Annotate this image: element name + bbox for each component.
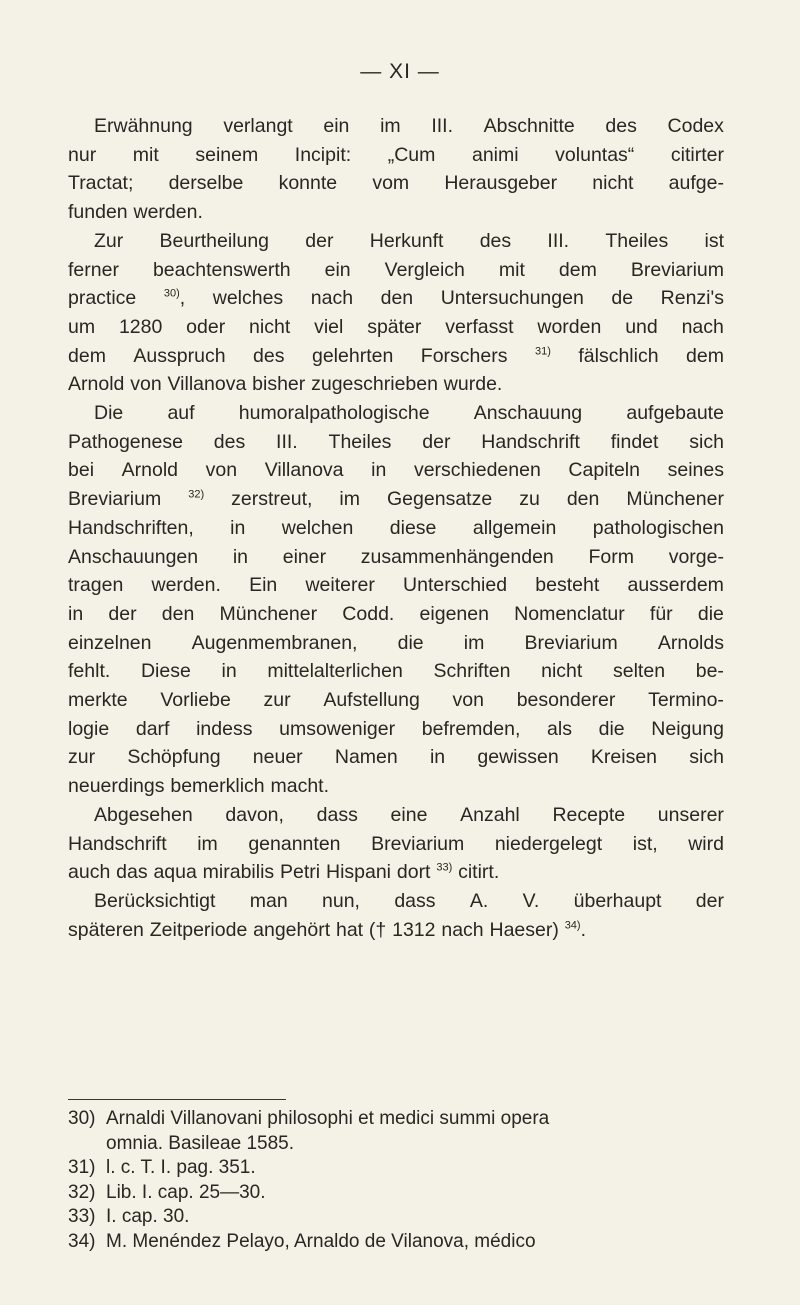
- text-line: Handschrift im genannten Breviarium niedergelegt ist, wird: [68, 832, 724, 855]
- text-line: fehlt. Diese in mittelalterlichen Schriften nicht selten be-: [68, 660, 724, 683]
- text-line: Anschauungen in einer zusammenhängenden Form vorge-: [68, 545, 724, 568]
- footnote-number: 34): [68, 1230, 96, 1252]
- text-line: ferner beachtenswerth ein Vergleich mit dem Breviarium: [68, 258, 724, 281]
- text-line: Tractat; derselbe konnte vom Herausgeber nicht aufge-: [68, 172, 724, 195]
- footnote: [68, 1181, 724, 1206]
- text-line: dem Ausspruch des gelehrten Forschers $^{31)}$ fälschlich dem: [68, 344, 724, 367]
- text-line: Breviarium $^{32)}$ zerstreut, im Gegensatze zu den Münchener: [68, 488, 724, 511]
- text-line: auch das aqua mirabilis Petri Hispani dort $^{33)}$ citirt.: [68, 861, 500, 884]
- footnote: [68, 1107, 724, 1132]
- footnote: [68, 1230, 724, 1255]
- text-line: nur mit seinem Incipit: „Cum animi voluntas“ citirter: [68, 143, 724, 166]
- footnote-text: Lib. I. cap. 25—30.: [106, 1181, 266, 1203]
- footnotes: [68, 1107, 724, 1254]
- text-line: Zur Beurtheilung der Herkunft des III. Theiles ist: [94, 229, 724, 252]
- footnote-text: l. c. T. I. pag. 351.: [106, 1157, 256, 1178]
- footnote-continuation: omnia. Basileae 1585.: [106, 1132, 295, 1154]
- footnote-divider: [68, 1099, 286, 1100]
- text-line: Pathogenese des III. Theiles der Handschrift findet sich: [68, 430, 724, 453]
- page-number: — XI —: [360, 60, 440, 83]
- text-line: Arnold von Villanova bisher zugeschrieben wurde.: [68, 373, 503, 396]
- text-line: funden werden.: [68, 201, 203, 224]
- footnote: [68, 1156, 724, 1181]
- text-line: practice $^{30)}$, welches nach den Untersuchungen de Renzi's: [68, 287, 724, 310]
- footnote-text: I. cap. 30.: [106, 1206, 190, 1227]
- text-line: neuerdings bemerklich macht.: [68, 775, 330, 798]
- text-line: merkte Vorliebe zur Aufstellung von besonderer Termino-: [68, 689, 724, 712]
- footnote-number: 33): [68, 1206, 96, 1227]
- body-text: [68, 112, 724, 944]
- text-line: bei Arnold von Villanova in verschiedenen Capiteln seines: [68, 459, 724, 482]
- text-line: Erwähnung verlangt ein im III. Abschnitte des Codex: [94, 115, 724, 137]
- footnote-number: 32): [68, 1181, 96, 1203]
- text-line: in der den Münchener Codd. eigenen Nomenclatur für die: [68, 602, 724, 625]
- text-line: Handschriften, in welchen diese allgemein pathologischen: [68, 516, 724, 539]
- text-line: logie darf indess umsoweniger befremden, als die Neigung: [68, 717, 724, 740]
- footnote-number: 31): [68, 1157, 96, 1178]
- text-line: späteren Zeitperiode angehört hat († 1312 nach Haeser) $^{34)}$.: [68, 918, 587, 941]
- text-line: um 1280 oder nicht viel später verfasst worden und nach: [68, 315, 724, 338]
- text-line: einzelnen Augenmembranen, die im Breviarium Arnolds: [68, 631, 724, 654]
- footnote: [68, 1205, 724, 1230]
- footnote-number: 30): [68, 1108, 96, 1129]
- text-line: zur Schöpfung neuer Namen in gewissen Kreisen sich: [68, 746, 724, 769]
- footnote-text: M. Menéndez Pelayo, Arnaldo de Vilanova, médico: [106, 1230, 536, 1252]
- text-line: Die auf humoralpathologische Anschauung aufgebaute: [94, 402, 724, 425]
- text-line: Berücksichtigt man nun, dass A. V. überhaupt der: [94, 889, 724, 912]
- text-line: Abgesehen davon, dass eine Anzahl Recepte unserer: [94, 803, 724, 826]
- footnote-text: Arnaldi Villanovani philosophi et medici summi opera: [106, 1108, 550, 1129]
- text-line: tragen werden. Ein weiterer Unterschied besteht ausserdem: [68, 574, 724, 597]
